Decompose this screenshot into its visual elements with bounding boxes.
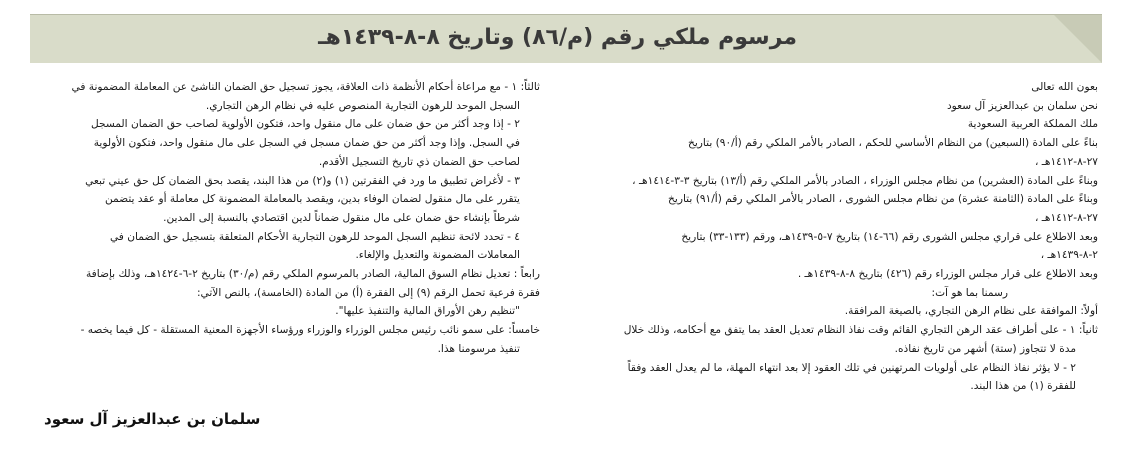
text-line: للفقرة (١) من هذا البند. <box>970 380 1076 393</box>
text-line: أولاً: الموافقة على نظام الرهن التجاري، بالصيغة المرافقة. <box>844 305 1098 318</box>
text-line: رابعاً : تعديل نظام السوق المالية، الصادر بالمرسوم الملكي رقم (م/٣٠) بتاريخ ٢-٦-١٤٢٤هـ، وذلك بإضافة <box>85 268 540 281</box>
text-line: ٢-٨-١٤٣٩هـ ، <box>1040 249 1098 262</box>
text-line: شرطاً بإنشاء حق ضمان على مال منقول ضماناً لدين اقتصادي بالنسبة إلى المدين. <box>163 211 520 224</box>
text-line: يتقرر على مال منقول لضمان الوفاء بدين، ويقصد بالمعاملة المضمونة كل معاملة أو عقد يتضمن <box>104 193 520 206</box>
text-line: وبعد الاطلاع على قراري مجلس الشورى رقم (٦٦-١٤) بتاريخ ٧-٥-١٤٣٩هـ، ورقم (١٣٣-٣٣) بتاريخ <box>681 230 1098 243</box>
text-line: فقرة فرعية تحمل الرقم (٩) إلى الفقرة (أ) من المادة (الخامسة)، بالنص الآتي: <box>196 286 540 299</box>
title-banner <box>30 14 1102 63</box>
text-line: بناءً على المادة (السبعين) من النظام الأساسي للحكم ، الصادر بالأمر الملكي رقم (أ/٩٠) بتاريخ <box>688 137 1098 150</box>
text-line: ٣ - لأغراض تطبيق ما ورد في الفقرتين (١) و(٢) من هذا البند، يقصد بحق الضمان كل حق عيني تبعي <box>85 174 520 187</box>
text-line: ٢ - لا يؤثر نفاذ النظام على أولويات المرتهنين في تلك العقود إلا بعد انتهاء المهلة، ما لم يعدل العقد وفقاً <box>627 361 1076 374</box>
text-line: وبناءً على المادة (الثامنة عشرة) من نظام مجلس الشورى ، الصادر بالأمر الملكي رقم (أ/٩١) بتاريخ <box>668 193 1098 206</box>
text-line: ٢٧-٨-١٤١٢هـ ، <box>1035 211 1098 224</box>
text-line: ثانياً: ١ - على أطراف عقد الرهن التجاري القائم وقت نفاذ النظام تعديل العقد بما يتفق مع أحكامه، وذلك خلال <box>623 324 1098 337</box>
text-line: "تنظيم رهن الأوراق المالية والتنفيذ عليها". <box>335 305 520 318</box>
text-line: نحن سلمان بن عبدالعزيز آل سعود <box>946 99 1098 112</box>
text-line: تنفيذ مرسومنا هذا. <box>437 342 520 355</box>
text-line: خامساً: على سمو نائب رئيس مجلس الوزراء والوزراء ورؤساء الأجهزة المعنية المستقلة - كل فيما يخصه - <box>80 324 540 337</box>
banner-corner-fold <box>1054 15 1102 63</box>
text-line: ٤ - تحدد لائحة تنظيم السجل الموحد للرهون التجارية الأحكام المتعلقة بتسجيل حق الضمان في <box>109 230 520 243</box>
text-line: السجل الموحد للرهون التجارية المنصوص عليه في نظام الرهن التجاري. <box>205 99 520 112</box>
text-line: وبناءً على المادة (العشرين) من نظام مجلس الوزراء ، الصادر بالأمر الملكي رقم (أ/١٣) بتاريخ ٣-٣-١٤١٤هـ ، <box>632 174 1098 187</box>
text-line: المعاملات المضمونة والتعديل والإلغاء. <box>355 249 520 262</box>
text-line: رسمنا بما هو آت: <box>931 286 1008 299</box>
text-line: بعون الله تعالى <box>1031 81 1098 93</box>
text-line: في السجل. وإذا وجد أكثر من حق ضمان مسجل في السجل على مال منقول واحد، فتكون الأولوية <box>93 137 520 150</box>
right-text-column <box>578 78 1098 396</box>
left-text-column <box>40 78 540 359</box>
text-line: ٢ - إذا وجد أكثر من حق ضمان على مال منقول واحد، فتكون الأولوية لصاحب حق الضمان المسجل <box>91 118 520 131</box>
royal-signature: سلمان بن عبدالعزيز آل سعود <box>44 410 261 428</box>
text-line: وبعد الاطلاع على قرار مجلس الوزراء رقم (٤٢٦) بتاريخ ٨-٨-١٤٣٩هـ . <box>797 268 1098 281</box>
text-line: لصاحب حق الضمان ذي تاريخ التسجيل الأقدم. <box>318 155 520 168</box>
text-line: ثالثاً: ١ - مع مراعاة أحكام الأنظمة ذات العلاقة، يجوز تسجيل حق الضمان الناشئ عن المعاملة المضمونة في <box>71 81 540 93</box>
decree-title: مرسوم ملكي رقم (م/٨٦) وتاريخ ٨-٨-١٤٣٩هـ <box>318 25 797 50</box>
text-line: مدة لا تتجاوز (ستة) أشهر من تاريخ نفاذه. <box>894 342 1076 355</box>
text-line: ٢٧-٨-١٤١٢هـ ، <box>1035 155 1098 168</box>
text-line: ملك المملكة العربية السعودية <box>967 118 1098 131</box>
decree-page <box>30 14 1102 446</box>
